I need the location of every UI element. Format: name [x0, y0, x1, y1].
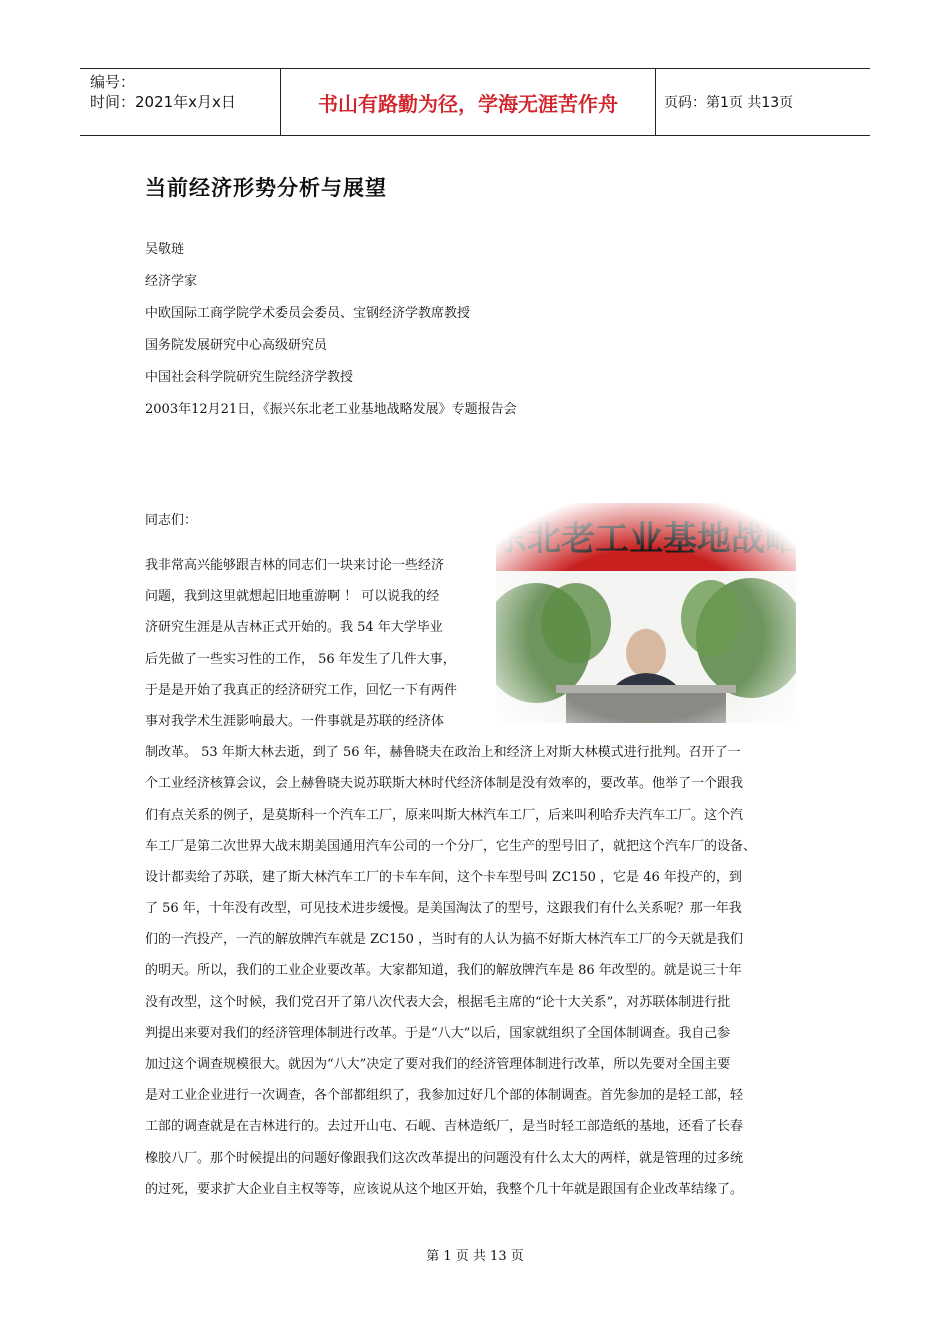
- body-line: 加过这个调查规模很大。就因为“八大”决定了要对我们的经济管理体制进行改革，所以先要对全国主要: [145, 1057, 731, 1072]
- body-line: 事对我学术生涯影响最大。一件事就是苏联的经济体: [145, 713, 445, 729]
- body-line: 我非常高兴能够跟吉林的同志们一块来讨论一些经济: [145, 558, 445, 573]
- meta-line-author: 吴敬琏: [145, 242, 185, 257]
- body-line: 的明天。所以，我们的工业企业要改革。大家都知道，我们的解放牌汽车是 86 年改型的。就是说三十年: [145, 963, 742, 979]
- body-line: 工部的调查就是在吉林进行的。去过开山屯、石岘、吉林造纸厂，是当时轻工部造纸的基地，还看了长春: [145, 1119, 744, 1135]
- body-line: 们的一汽投产，一汽的解放牌汽车就是 ZC150 ，当时有的人认为搞不好斯大林汽车工厂的今天就是我们: [145, 932, 744, 948]
- meta-line-profession: 经济学家: [145, 274, 198, 289]
- body-line: 了 56 年，十年没有改型，可见技术进步缓慢。是美国淘汰了的型号，这跟我们有什么关系呢？那一年我: [145, 901, 742, 917]
- header-motto: 书山有路勤为径，学海无涯苦作舟: [281, 69, 656, 135]
- body-text: [145, 556, 815, 1211]
- body-line: 于是是开始了我真正的经济研究工作，回忆一下有两件: [145, 682, 458, 698]
- document-number-label: 编号：: [90, 73, 136, 91]
- body-line: 的过死，要求扩大企业自主权等等，应该说从这个地区开始，我整个几十年就是跟国有企业改革结缘了。: [145, 1181, 744, 1197]
- body-line: 个工业经济核算会议，会上赫鲁晓夫说苏联斯大林时代经济体制是没有效率的，要改革。他举了一个跟我: [145, 776, 744, 792]
- body-line: 制改革。 53 年斯大林去逝，到了 56 年，赫鲁晓夫在政治上和经济上对斯大林模式进行批判。召开了一: [145, 745, 741, 761]
- meta-line-affiliation-2: 国务院发展研究中心高级研究员: [145, 338, 328, 353]
- author-meta: [145, 240, 517, 432]
- greeting: 同志们：: [145, 513, 198, 528]
- body-line: 橡胶八厂。那个时候提出的问题好像跟我们这次改革提出的问题没有什么太大的两样，就是管理的过多统: [145, 1150, 744, 1166]
- header-page-info: 页码：第1页 共13页: [664, 95, 794, 111]
- meta-line-affiliation-1: 中欧国际工商学院学术委员会委员、宝钢经济学教席教授: [145, 306, 471, 321]
- body-line: 济研究生涯是从吉林正式开始的。我 54 年大学毕业: [145, 620, 443, 636]
- header-table: [80, 68, 870, 136]
- body-line: 车工厂是第二次世界大战末期美国通用汽车公司的一个分厂，它生产的型号旧了，就把这个汽车厂的设备、: [145, 838, 757, 854]
- body-line: 问题，我到这里就想起旧地重游啊 ！ 可以说我的经: [145, 589, 440, 605]
- body-line: 设计都卖给了苏联，建了斯大林汽车工厂的卡车车间，这个卡车型号叫 ZC150 ，它是 46 年投产的，到: [145, 869, 742, 885]
- body-line: 判提出来要对我们的经济管理体制进行改革。于是“八大”以后，国家就组织了全国体制调查。我自己参: [145, 1025, 731, 1041]
- body-line: 们有点关系的例子，是莫斯科一个汽车工厂，原来叫斯大林汽车工厂，后来叫利哈乔夫汽车工厂。这个汽: [145, 807, 744, 823]
- document-title: 当前经济形势分析与展望: [145, 176, 387, 200]
- page-footer: 第 1 页 共 13 页: [426, 1249, 524, 1264]
- body-line: 没有改型，这个时候，我们党召开了第八次代表大会，根据毛主席的“论十大关系”，对苏联体制进行批: [145, 994, 731, 1010]
- body-line: 是对工业企业进行一次调查，各个部都组织了，我参加过好几个部的体制调查。首先参加的是轻工部，轻: [145, 1088, 744, 1104]
- document-time-label: 时间：2021年x月x日: [90, 93, 236, 111]
- meta-line-date-event: 2003年12月21日，《振兴东北老工业基地战略发展》专题报告会: [145, 402, 517, 417]
- header-left-cell: [80, 69, 281, 135]
- body-line: 后先做了一些实习性的工作， 56 年发生了几件大事，: [145, 651, 456, 667]
- meta-line-affiliation-3: 中国社会科学院研究生院经济学教授: [145, 370, 354, 385]
